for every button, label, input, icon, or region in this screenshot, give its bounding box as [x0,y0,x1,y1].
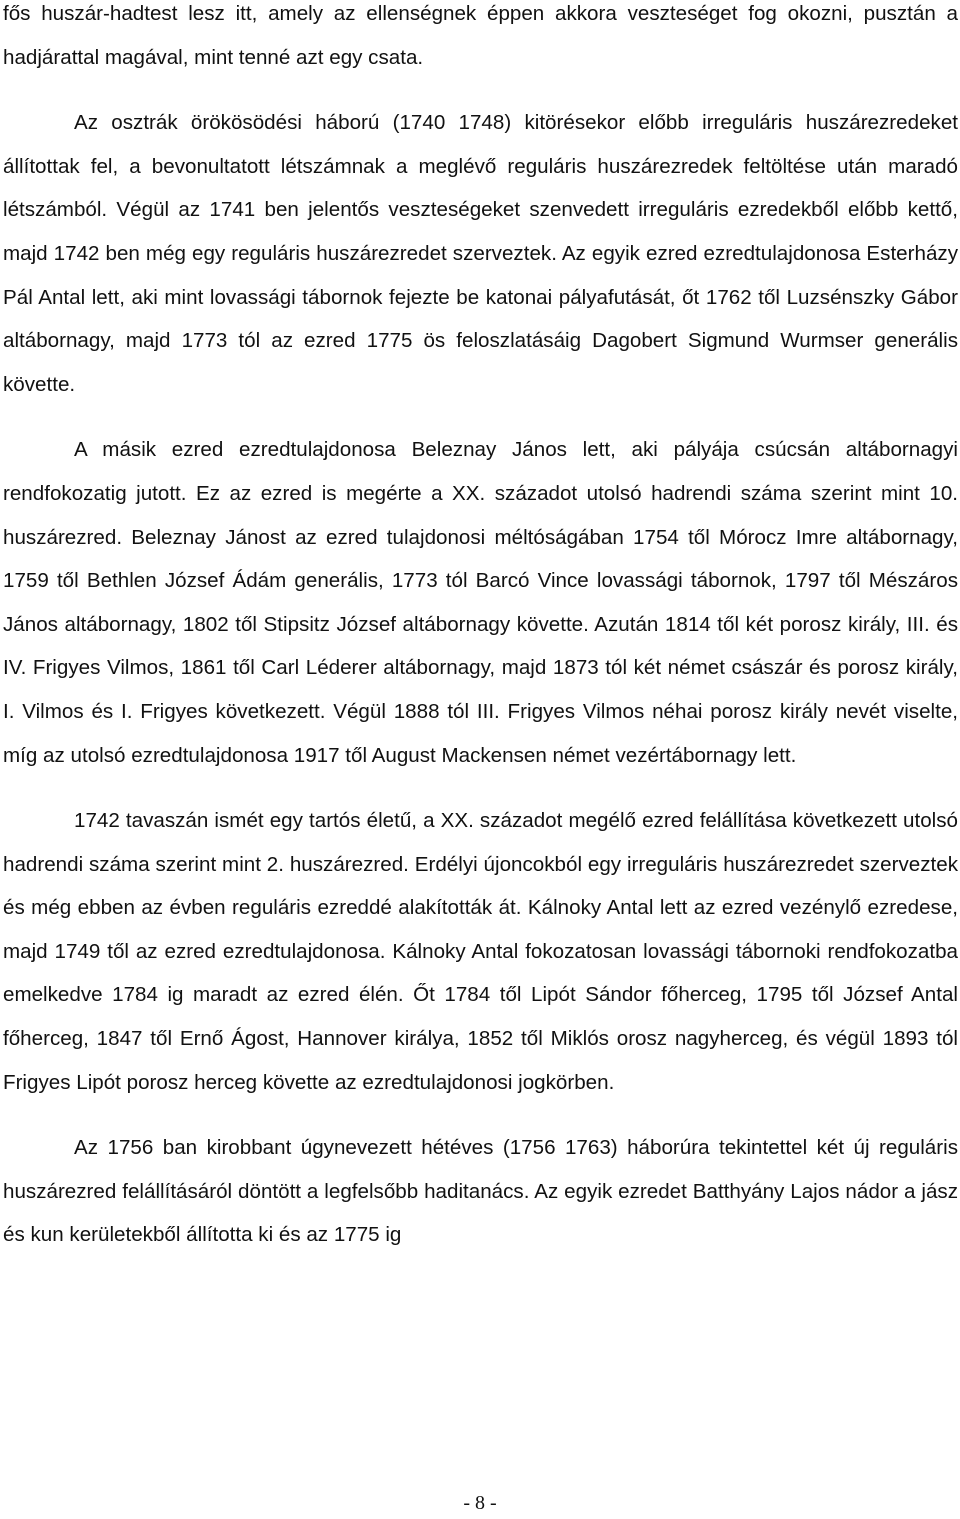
paragraph-seven-years-war: Az 1756 ban kirobbant úgynevezett hétéves (1756 1763) háborúra tekintettel két új reguláris huszárezred felállításáról döntött a legfelsőbb haditanács. Az egyik ezredet Batthyány Lajos nádor a jász és kun kerületekből állította ki és az 1775 ig [3,1136,958,1247]
document-page [3,0,958,1257]
paragraph-1742-regiment: 1742 tavaszán ismét egy tartós életű, a XX. századot megélő ezred felállítása következett utolsó hadrendi száma szerint mint 2. huszárezred. Erdélyi újoncokból egy irreguláris huszárezredet szerveztek és még ebben az évben reguláris ezreddé alakították át. Kálnoky Antal lett az ezred vezénylő ezredese, majd 1749 től az ezred ezredtulajdonosa. Kálnoky Antal fokozatosan lovassági tábornoki rendfokozatba emelkedve 1784 ig maradt az ezred élén. Őt 1784 től Lipót Sándor főherceg, 1795 től József Antal főherceg, 1847 től Ernő Ágost, Hannover királya, 1852 től Miklós orosz nagyherceg, és végül 1893 tól Frigyes Lipót porosz herceg követte az ezredtulajdonosi jogkörben. [3,809,958,1094]
paragraph-beleznay-regiment: A másik ezred ezredtulajdonosa Beleznay János lett, aki pályája csúcsán altábornagyi rendfokozatig jutott. Ez az ezred is megérte a XX. századot utolsó hadrendi száma szerint mint 10. huszárezred. Beleznay Jánost az ezred tulajdonosi méltóságában 1754 től Mórocz Imre altábornagy, 1759 től Bethlen József Ádám generális, 1773 tól Barcó Vince lovassági tábornok, 1797 től Mészáros János altábornagy, 1802 től Stipsitz József altábornagy követte. Azután 1814 től két porosz király, III. és IV. Frigyes Vilmos, 1861 től Carl Léderer altábornagy, majd 1873 tól két német császár és porosz király, I. Vilmos és I. Frigyes következett. Végül 1888 tól III. Frigyes Vilmos néhai porosz király nevét viselte, míg az utolsó ezredtulajdonosa 1917 től August Mackensen német vezértábornagy lett. [3,438,958,767]
page-number: - 8 - [463,1492,497,1514]
paragraph-continuation: fős huszár-hadtest lesz itt, amely az ellenségnek éppen akkora veszteséget fog okozni, pusztán a hadjárattal magával, mint tenné azt egy csata. [3,2,958,69]
paragraph-austrian-succession-war: Az osztrák örökösödési háború (1740 1748) kitörésekor előbb irreguláris huszárezredeket állítottak fel, a bevonultatott létszámnak a meglévő reguláris huszárezredek feltöltése után maradó létszámból. Végül az 1741 ben jelentős veszteségeket szenvedett irreguláris ezredekből előbb kettő, majd 1742 ben még egy reguláris huszárezredet szerveztek. Az egyik ezred ezredtulajdonosa Esterházy Pál Antal lett, aki mint lovassági tábornok fejezte be katonai pályafutását, őt 1762 től Luzsénszky Gábor altábornagy, majd 1773 tól az ezred 1775 ös feloszlatásáig Dagobert Sigmund Wurmser generális követte. [3,111,958,396]
